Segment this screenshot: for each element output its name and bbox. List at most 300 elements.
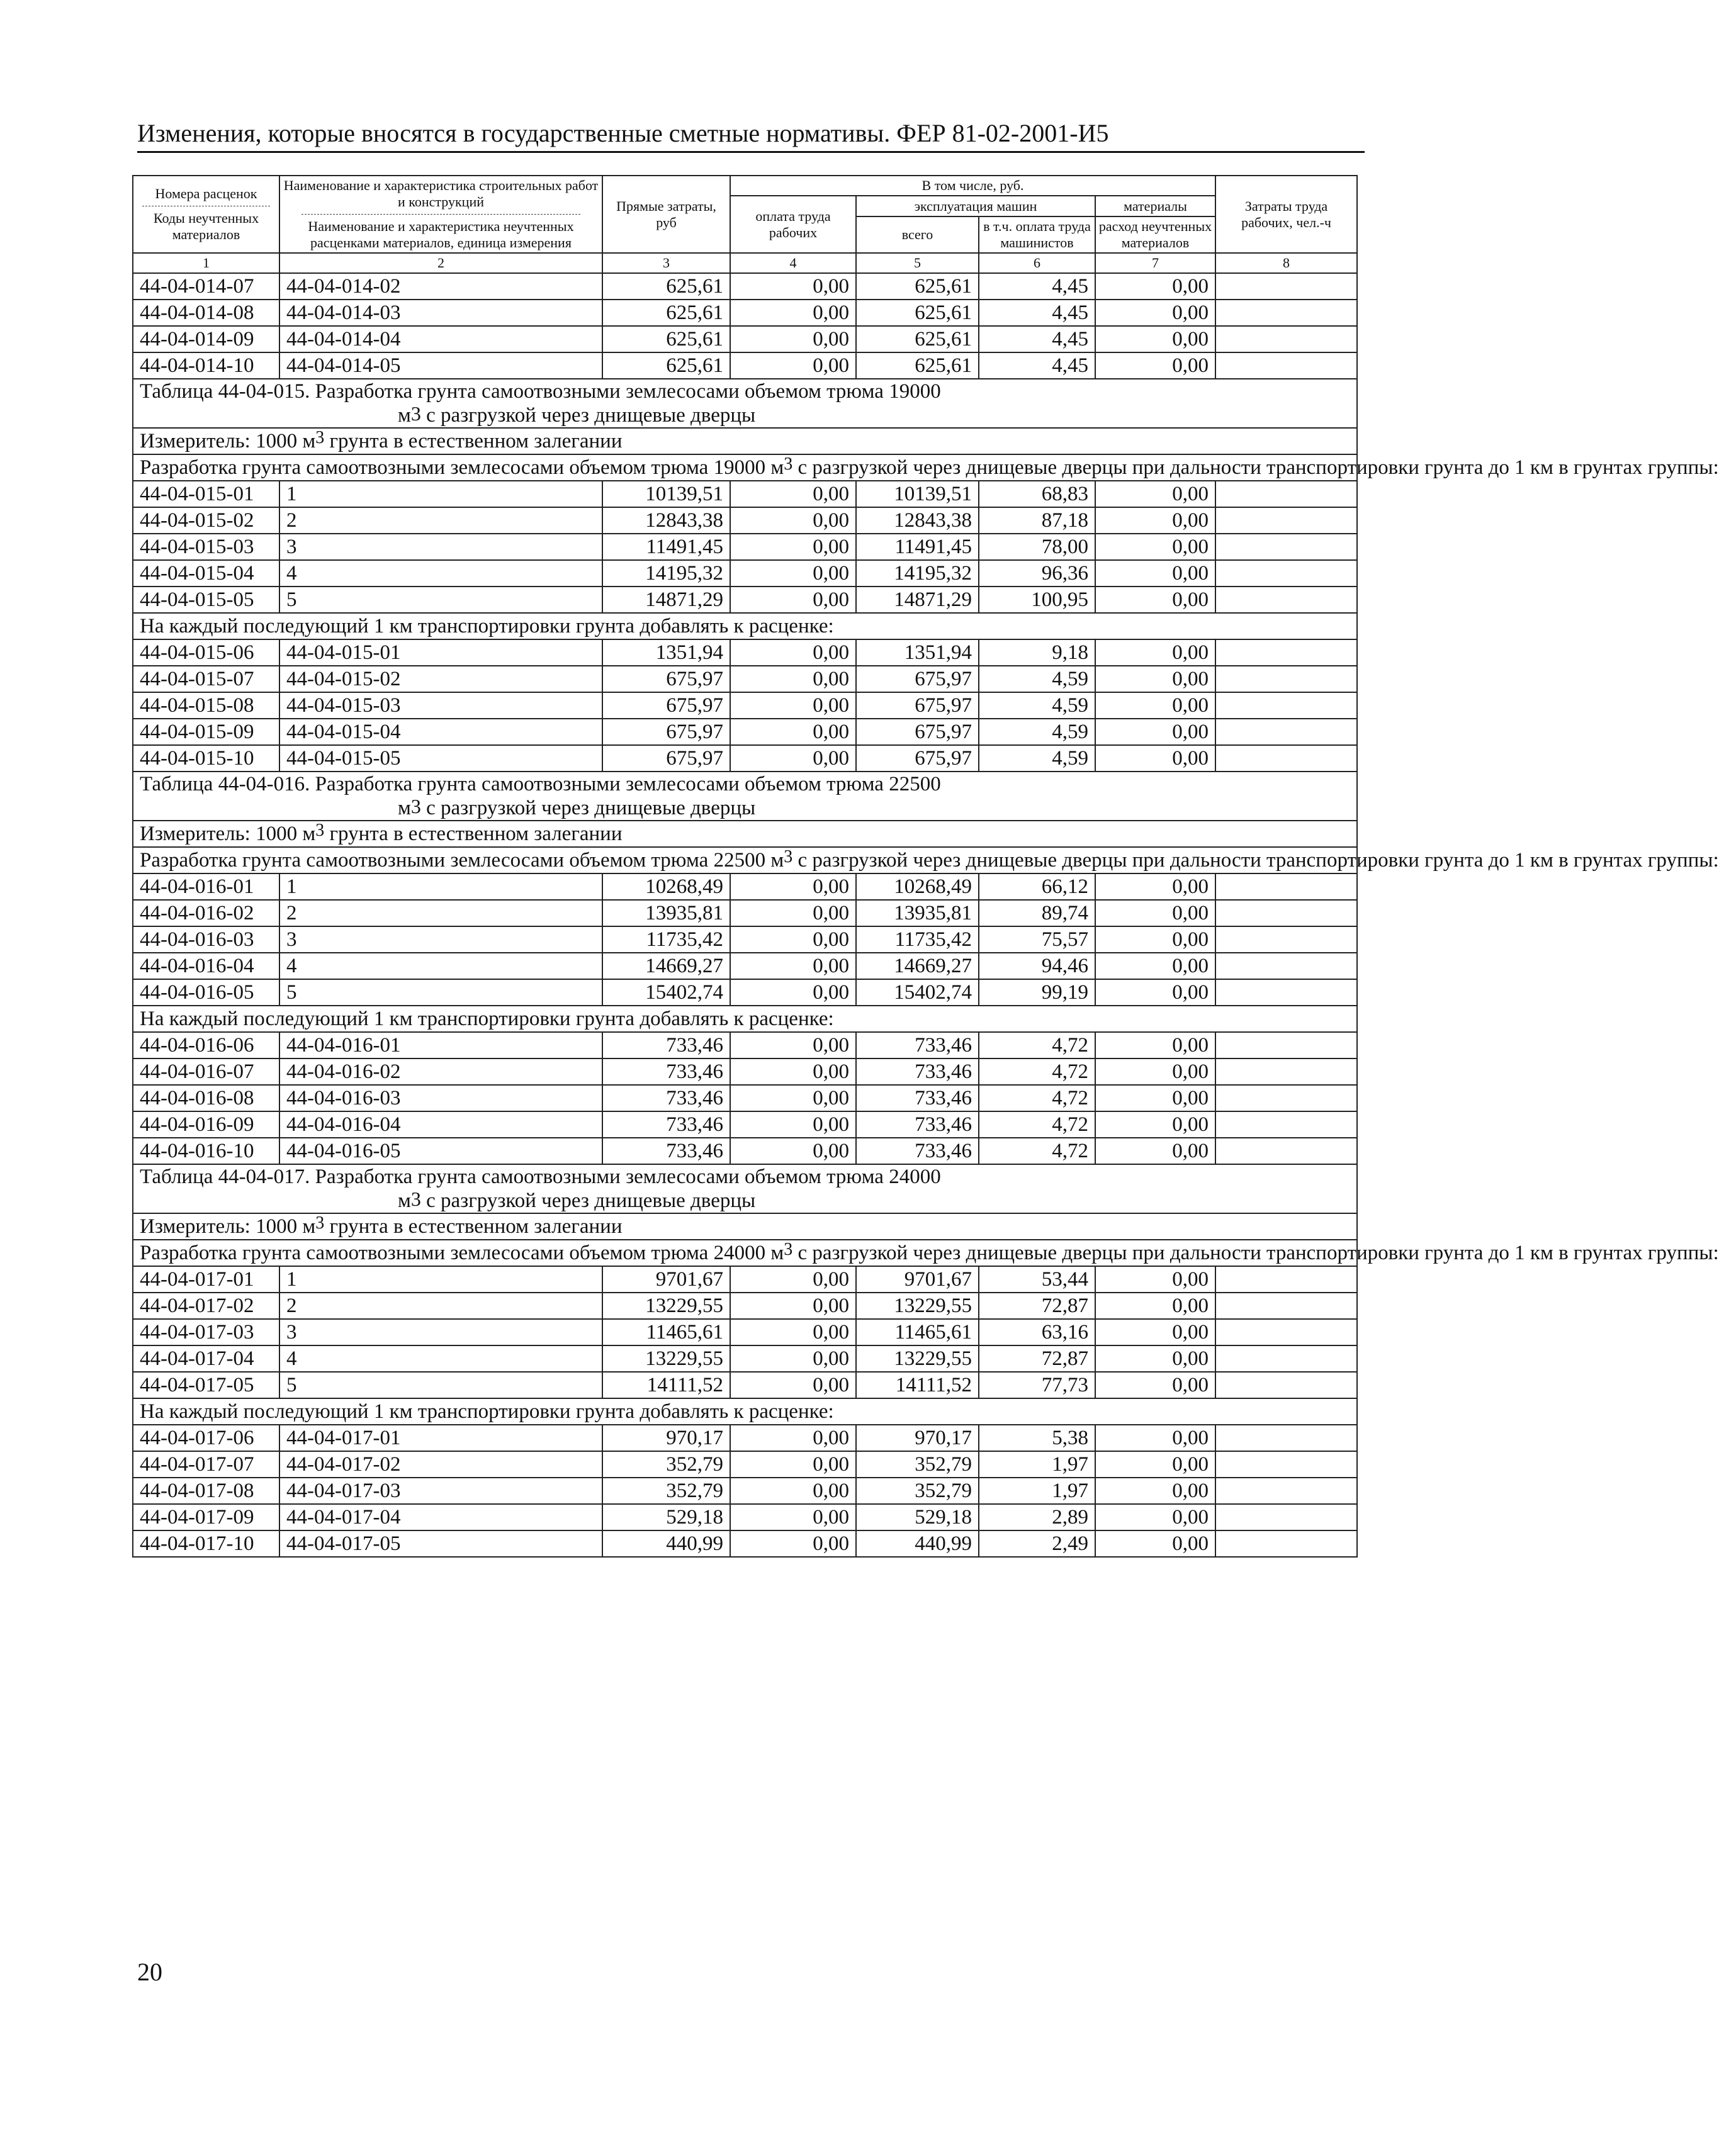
rate-value: 77,73	[979, 1372, 1095, 1398]
rate-value: 529,18	[602, 1504, 730, 1530]
note-text: На каждый последующий 1 км транспортировки грунта добавлять к расценке:	[140, 1400, 834, 1423]
rate-value: 78,00	[979, 534, 1095, 560]
col-rate-numbers	[133, 176, 279, 253]
rate-code: 44-04-014-10	[133, 352, 279, 379]
rate-value: 11735,42	[602, 926, 730, 953]
rate-value: 733,46	[856, 1058, 979, 1085]
rate-value: 89,74	[979, 900, 1095, 926]
rate-code: 44-04-016-02	[133, 900, 279, 926]
rate-name: 3	[279, 1319, 602, 1345]
col-wages: оплата труда рабочих	[730, 196, 856, 253]
rate-value: 733,46	[602, 1138, 730, 1164]
rate-value: 4,45	[979, 273, 1095, 300]
rate-value: 4,72	[979, 1111, 1095, 1138]
rate-value: 625,61	[856, 326, 979, 352]
rate-value: 625,61	[856, 273, 979, 300]
rate-value: 0,00	[730, 692, 856, 719]
rate-value: 4,72	[979, 1138, 1095, 1164]
rate-value: 0,00	[730, 587, 856, 613]
rate-value	[1215, 1345, 1357, 1372]
rate-name: 1	[279, 481, 602, 507]
column-number: 8	[1215, 253, 1357, 273]
rate-value	[1215, 1293, 1357, 1319]
rate-value: 14669,27	[602, 953, 730, 979]
rate-name: 1	[279, 1266, 602, 1293]
measure-tail: грунта в естественном залегании	[324, 430, 623, 452]
rate-code: 44-04-017-05	[133, 1372, 279, 1398]
rate-value: 68,83	[979, 481, 1095, 507]
rate-value: 15402,74	[602, 979, 730, 1006]
table-row	[133, 326, 1357, 352]
rate-value: 12843,38	[856, 507, 979, 534]
rate-value: 96,36	[979, 560, 1095, 587]
col-direct-costs: Прямые затраты, руб	[602, 176, 730, 253]
rate-value: 15402,74	[856, 979, 979, 1006]
rate-name: 5	[279, 587, 602, 613]
rate-value	[1215, 1372, 1357, 1398]
column-numbers-row	[133, 253, 1357, 273]
description-tail: с разгрузкой через днищевые дверцы при дальности транспортировки грунта до 1 км в грунтах группы:	[792, 1242, 1719, 1264]
rate-value: 14195,32	[856, 560, 979, 587]
rate-value	[1215, 1111, 1357, 1138]
rate-value: 2,89	[979, 1504, 1095, 1530]
note-text: На каждый последующий 1 км транспортировки грунта добавлять к расценке:	[140, 1008, 834, 1030]
table-title	[133, 379, 1357, 428]
rate-value: 4,59	[979, 666, 1095, 692]
rate-value: 11491,45	[602, 534, 730, 560]
rate-value: 4,59	[979, 745, 1095, 772]
col1-bottom-label: Коды неучтенных материалов	[153, 210, 259, 242]
rate-value: 529,18	[856, 1504, 979, 1530]
rate-value: 675,97	[856, 666, 979, 692]
title-unit: м	[398, 404, 411, 427]
rate-value: 11491,45	[856, 534, 979, 560]
col1-top-label: Номера расценок	[155, 186, 257, 201]
table-description	[133, 847, 1719, 873]
rate-code: 44-04-016-01	[133, 873, 279, 900]
rate-value: 0,00	[1095, 300, 1215, 326]
rate-value: 0,00	[1095, 692, 1215, 719]
rate-code: 44-04-016-05	[133, 979, 279, 1006]
rate-code: 44-04-015-01	[133, 481, 279, 507]
rate-code: 44-04-015-10	[133, 745, 279, 772]
rate-name: 44-04-014-04	[279, 326, 602, 352]
rate-value: 75,57	[979, 926, 1095, 953]
rate-value: 99,19	[979, 979, 1095, 1006]
rate-value	[1215, 926, 1357, 953]
table-row	[133, 1478, 1357, 1504]
table-description	[133, 454, 1719, 481]
rate-value: 625,61	[602, 352, 730, 379]
rate-value: 675,97	[856, 745, 979, 772]
rate-value: 0,00	[1095, 326, 1215, 352]
rate-name: 44-04-015-05	[279, 745, 602, 772]
rate-name: 44-04-015-02	[279, 666, 602, 692]
rate-value: 733,46	[856, 1138, 979, 1164]
rate-value: 12843,38	[602, 507, 730, 534]
column-number: 6	[979, 253, 1095, 273]
rate-value: 625,61	[602, 326, 730, 352]
additional-km-note-row	[133, 1006, 1357, 1032]
rate-code: 44-04-015-05	[133, 587, 279, 613]
table-title-line1: Таблица 44-04-017. Разработка грунта самоотвозными землесосами объемом трюма 24000	[140, 1165, 941, 1188]
rate-value: 970,17	[856, 1425, 979, 1451]
rate-value: 13935,81	[856, 900, 979, 926]
rate-value: 0,00	[1095, 560, 1215, 587]
rate-value: 0,00	[1095, 352, 1215, 379]
rate-value: 0,00	[1095, 534, 1215, 560]
column-number: 7	[1095, 253, 1215, 273]
rate-value: 4,45	[979, 326, 1095, 352]
col-material-consumption: расход неучтенных материалов	[1095, 216, 1215, 253]
rate-value: 0,00	[1095, 1058, 1215, 1085]
table-row	[133, 1032, 1357, 1058]
rate-value: 0,00	[730, 273, 856, 300]
column-number: 5	[856, 253, 979, 273]
rate-value: 0,00	[1095, 719, 1215, 745]
rate-value: 0,00	[730, 1085, 856, 1111]
rate-value: 0,00	[730, 481, 856, 507]
rate-value: 9701,67	[856, 1266, 979, 1293]
rate-value	[1215, 560, 1357, 587]
rate-name: 44-04-016-05	[279, 1138, 602, 1164]
rate-value	[1215, 300, 1357, 326]
rate-value: 0,00	[1095, 953, 1215, 979]
table-row	[133, 900, 1357, 926]
rate-value: 0,00	[1095, 1478, 1215, 1504]
table-row	[133, 1085, 1357, 1111]
rate-value: 5,38	[979, 1425, 1095, 1451]
rate-code: 44-04-016-07	[133, 1058, 279, 1085]
rate-value	[1215, 1266, 1357, 1293]
rate-value: 0,00	[730, 873, 856, 900]
title-unit-exponent: 3	[410, 1187, 421, 1210]
rate-value	[1215, 745, 1357, 772]
table-row	[133, 745, 1357, 772]
table-description-row	[133, 454, 1357, 481]
rate-value: 4,59	[979, 692, 1095, 719]
table-row	[133, 1138, 1357, 1164]
rate-value: 4,72	[979, 1085, 1095, 1111]
rate-code: 44-04-015-03	[133, 534, 279, 560]
table-row	[133, 1504, 1357, 1530]
table-title-row	[133, 379, 1357, 428]
rate-value: 13229,55	[856, 1293, 979, 1319]
rate-value: 11465,61	[856, 1319, 979, 1345]
rate-code: 44-04-016-04	[133, 953, 279, 979]
additional-km-note	[133, 1006, 1357, 1032]
rate-value	[1215, 979, 1357, 1006]
rate-name: 44-04-017-04	[279, 1504, 602, 1530]
table-title-line2	[140, 1189, 1350, 1213]
rate-value: 14111,52	[856, 1372, 979, 1398]
rate-name: 4	[279, 1345, 602, 1372]
rate-name: 44-04-015-03	[279, 692, 602, 719]
col2-top-label: Наименование и характеристика строительных работ и конструкций	[283, 177, 599, 210]
table-measure-row	[133, 428, 1357, 454]
table-title-line1: Таблица 44-04-016. Разработка грунта самоотвозными землесосами объемом трюма 22500	[140, 773, 941, 795]
table-row	[133, 1319, 1357, 1345]
rate-value: 0,00	[730, 1058, 856, 1085]
rate-value	[1215, 953, 1357, 979]
rate-value: 0,00	[730, 1111, 856, 1138]
description-exponent: 3	[784, 847, 793, 867]
rate-name: 4	[279, 560, 602, 587]
note-text: На каждый последующий 1 км транспортировки грунта добавлять к расценке:	[140, 615, 834, 637]
rate-code: 44-04-017-06	[133, 1425, 279, 1451]
rate-value: 0,00	[730, 1530, 856, 1557]
rate-value: 11735,42	[856, 926, 979, 953]
rate-value	[1215, 1478, 1357, 1504]
rate-value: 352,79	[602, 1451, 730, 1478]
rate-name: 2	[279, 900, 602, 926]
rate-code: 44-04-017-08	[133, 1478, 279, 1504]
rate-value: 733,46	[602, 1032, 730, 1058]
rate-code: 44-04-014-09	[133, 326, 279, 352]
rate-value: 72,87	[979, 1345, 1095, 1372]
rate-code: 44-04-017-07	[133, 1451, 279, 1478]
rate-value: 733,46	[856, 1111, 979, 1138]
rate-value: 0,00	[1095, 1032, 1215, 1058]
title-unit-exponent: 3	[410, 402, 421, 425]
rate-value: 9701,67	[602, 1266, 730, 1293]
rate-value: 0,00	[730, 666, 856, 692]
rate-value: 10139,51	[602, 481, 730, 507]
rate-value: 0,00	[1095, 926, 1215, 953]
rate-value	[1215, 1504, 1357, 1530]
running-header: Изменения, которые вносятся в государственные сметные нормативы. ФЕР 81-02-2001-И5	[137, 119, 1109, 147]
rate-code: 44-04-015-02	[133, 507, 279, 534]
rate-value: 440,99	[856, 1530, 979, 1557]
table-title-line2	[140, 796, 1350, 820]
rate-value: 0,00	[730, 1345, 856, 1372]
rate-value: 10268,49	[602, 873, 730, 900]
rate-value	[1215, 1319, 1357, 1345]
description-text: Разработка грунта самоотвозными землесосами объемом трюма 19000 м	[140, 456, 784, 479]
rate-value: 675,97	[856, 692, 979, 719]
rate-value: 14871,29	[856, 587, 979, 613]
rate-value: 0,00	[1095, 1138, 1215, 1164]
rate-value: 0,00	[1095, 900, 1215, 926]
rate-value: 0,00	[730, 352, 856, 379]
rate-code: 44-04-017-09	[133, 1504, 279, 1530]
rate-value: 675,97	[602, 745, 730, 772]
rate-value: 625,61	[602, 300, 730, 326]
description-exponent: 3	[784, 454, 793, 474]
rate-value: 94,46	[979, 953, 1095, 979]
rate-value: 0,00	[1095, 1372, 1215, 1398]
rate-value: 53,44	[979, 1266, 1095, 1293]
rate-name: 2	[279, 507, 602, 534]
table-title-line1: Таблица 44-04-015. Разработка грунта самоотвозными землесосами объемом трюма 19000	[140, 380, 941, 403]
rate-value: 970,17	[602, 1425, 730, 1451]
rate-value: 733,46	[602, 1058, 730, 1085]
rate-value: 0,00	[730, 1266, 856, 1293]
rate-value: 4,59	[979, 719, 1095, 745]
rate-name: 5	[279, 1372, 602, 1398]
rate-code: 44-04-016-10	[133, 1138, 279, 1164]
rate-value: 0,00	[730, 1451, 856, 1478]
table-title	[133, 772, 1357, 821]
rate-value: 0,00	[730, 719, 856, 745]
rate-value: 0,00	[1095, 481, 1215, 507]
rate-value: 675,97	[602, 719, 730, 745]
rate-value: 0,00	[1095, 1451, 1215, 1478]
measure-tail: грунта в естественном залегании	[324, 1215, 623, 1238]
rate-value	[1215, 1058, 1357, 1085]
table-row	[133, 560, 1357, 587]
rate-value: 0,00	[1095, 745, 1215, 772]
table-row	[133, 300, 1357, 326]
table-row	[133, 1111, 1357, 1138]
rate-value: 13229,55	[602, 1345, 730, 1372]
rate-value: 0,00	[730, 507, 856, 534]
col2-bottom-label: Наименование и характеристика неучтенных расценками материалов, единица измерения	[308, 218, 574, 250]
col-materials: материалы	[1095, 196, 1215, 216]
table-measure	[133, 428, 1357, 454]
rate-value: 0,00	[1095, 1293, 1215, 1319]
rate-code: 44-04-015-08	[133, 692, 279, 719]
rate-value: 0,00	[730, 1032, 856, 1058]
rate-value: 13229,55	[602, 1293, 730, 1319]
rate-value	[1215, 1032, 1357, 1058]
table-row	[133, 1372, 1357, 1398]
rate-name: 44-04-015-04	[279, 719, 602, 745]
rate-value	[1215, 1085, 1357, 1111]
rate-value: 14871,29	[602, 587, 730, 613]
rate-value: 0,00	[730, 560, 856, 587]
rate-value: 675,97	[602, 692, 730, 719]
col-work-names	[279, 176, 602, 253]
rate-value: 0,00	[1095, 1425, 1215, 1451]
rate-value	[1215, 534, 1357, 560]
rate-name: 44-04-014-03	[279, 300, 602, 326]
rate-name: 5	[279, 979, 602, 1006]
col-machines: эксплуатация машин	[856, 196, 1095, 216]
table-title-line2	[140, 403, 1350, 427]
rate-value	[1215, 507, 1357, 534]
rate-value	[1215, 900, 1357, 926]
rate-name: 2	[279, 1293, 602, 1319]
table-row	[133, 481, 1357, 507]
rate-name: 4	[279, 953, 602, 979]
rate-name: 44-04-014-02	[279, 273, 602, 300]
additional-km-note-row	[133, 1398, 1357, 1425]
rate-value: 4,45	[979, 352, 1095, 379]
table-title-row	[133, 772, 1357, 821]
title-tail: с разгрузкой через днищевые дверцы	[420, 797, 756, 819]
rate-value	[1215, 1530, 1357, 1557]
rate-value: 733,46	[602, 1085, 730, 1111]
description-tail: с разгрузкой через днищевые дверцы при дальности транспортировки грунта до 1 км в грунтах группы:	[792, 849, 1719, 872]
rate-value: 625,61	[602, 273, 730, 300]
rate-value: 0,00	[1095, 1530, 1215, 1557]
rate-value: 0,00	[730, 326, 856, 352]
rate-value	[1215, 352, 1357, 379]
rate-code: 44-04-016-09	[133, 1111, 279, 1138]
measure-text: Измеритель: 1000 м	[140, 823, 316, 845]
rate-value: 72,87	[979, 1293, 1095, 1319]
rate-value	[1215, 692, 1357, 719]
rate-value	[1215, 719, 1357, 745]
table-row	[133, 1530, 1357, 1557]
rate-value: 13935,81	[602, 900, 730, 926]
column-number: 4	[730, 253, 856, 273]
measure-exponent: 3	[315, 1213, 325, 1233]
table-row	[133, 719, 1357, 745]
rate-value: 4,72	[979, 1032, 1095, 1058]
rate-value: 0,00	[1095, 1319, 1215, 1345]
rate-value: 0,00	[730, 745, 856, 772]
rate-value: 0,00	[730, 1372, 856, 1398]
rate-value: 1,97	[979, 1451, 1095, 1478]
rate-value: 13229,55	[856, 1345, 979, 1372]
rate-value: 0,00	[730, 1319, 856, 1345]
rate-value: 352,79	[602, 1478, 730, 1504]
measure-text: Измеритель: 1000 м	[140, 1215, 316, 1238]
rate-value: 0,00	[1095, 1345, 1215, 1372]
rate-value	[1215, 1451, 1357, 1478]
rate-value: 4,45	[979, 300, 1095, 326]
rate-value: 0,00	[1095, 273, 1215, 300]
rate-code: 44-04-015-04	[133, 560, 279, 587]
col-machines-total: всего	[856, 216, 979, 253]
rate-value: 0,00	[730, 1504, 856, 1530]
rate-name: 3	[279, 926, 602, 953]
rate-code: 44-04-015-06	[133, 639, 279, 666]
table-description-row	[133, 847, 1357, 873]
description-text: Разработка грунта самоотвозными землесосами объемом трюма 24000 м	[140, 1242, 784, 1264]
rate-code: 44-04-016-06	[133, 1032, 279, 1058]
rate-value: 625,61	[856, 352, 979, 379]
rate-code: 44-04-014-08	[133, 300, 279, 326]
table-row	[133, 534, 1357, 560]
table-row	[133, 953, 1357, 979]
rate-value: 0,00	[730, 1478, 856, 1504]
rate-value: 733,46	[602, 1111, 730, 1138]
additional-km-note-row	[133, 613, 1357, 639]
rate-value: 625,61	[856, 300, 979, 326]
rate-value: 0,00	[1095, 1111, 1215, 1138]
rate-value: 352,79	[856, 1478, 979, 1504]
table-header	[133, 176, 1357, 273]
rate-code: 44-04-014-07	[133, 273, 279, 300]
rate-value: 675,97	[856, 719, 979, 745]
rate-value: 0,00	[730, 900, 856, 926]
col-labor: Затраты труда рабочих, чел.-ч	[1215, 176, 1357, 253]
rate-value: 0,00	[730, 1293, 856, 1319]
rate-value: 66,12	[979, 873, 1095, 900]
rate-value: 0,00	[1095, 1504, 1215, 1530]
rate-value: 675,97	[602, 666, 730, 692]
rate-name: 44-04-017-03	[279, 1478, 602, 1504]
rate-value: 0,00	[730, 534, 856, 560]
rate-name: 44-04-014-05	[279, 352, 602, 379]
table-row	[133, 273, 1357, 300]
rate-value: 14195,32	[602, 560, 730, 587]
rate-value: 4,72	[979, 1058, 1095, 1085]
description-text: Разработка грунта самоотвозными землесосами объемом трюма 22500 м	[140, 849, 784, 872]
rate-code: 44-04-017-10	[133, 1530, 279, 1557]
table-row	[133, 979, 1357, 1006]
description-exponent: 3	[784, 1240, 793, 1259]
rate-value: 0,00	[730, 953, 856, 979]
page-number: 20	[137, 1958, 162, 1986]
table-measure	[133, 1213, 1357, 1240]
rate-value: 0,00	[730, 1138, 856, 1164]
rate-value	[1215, 639, 1357, 666]
rate-code: 44-04-017-01	[133, 1266, 279, 1293]
